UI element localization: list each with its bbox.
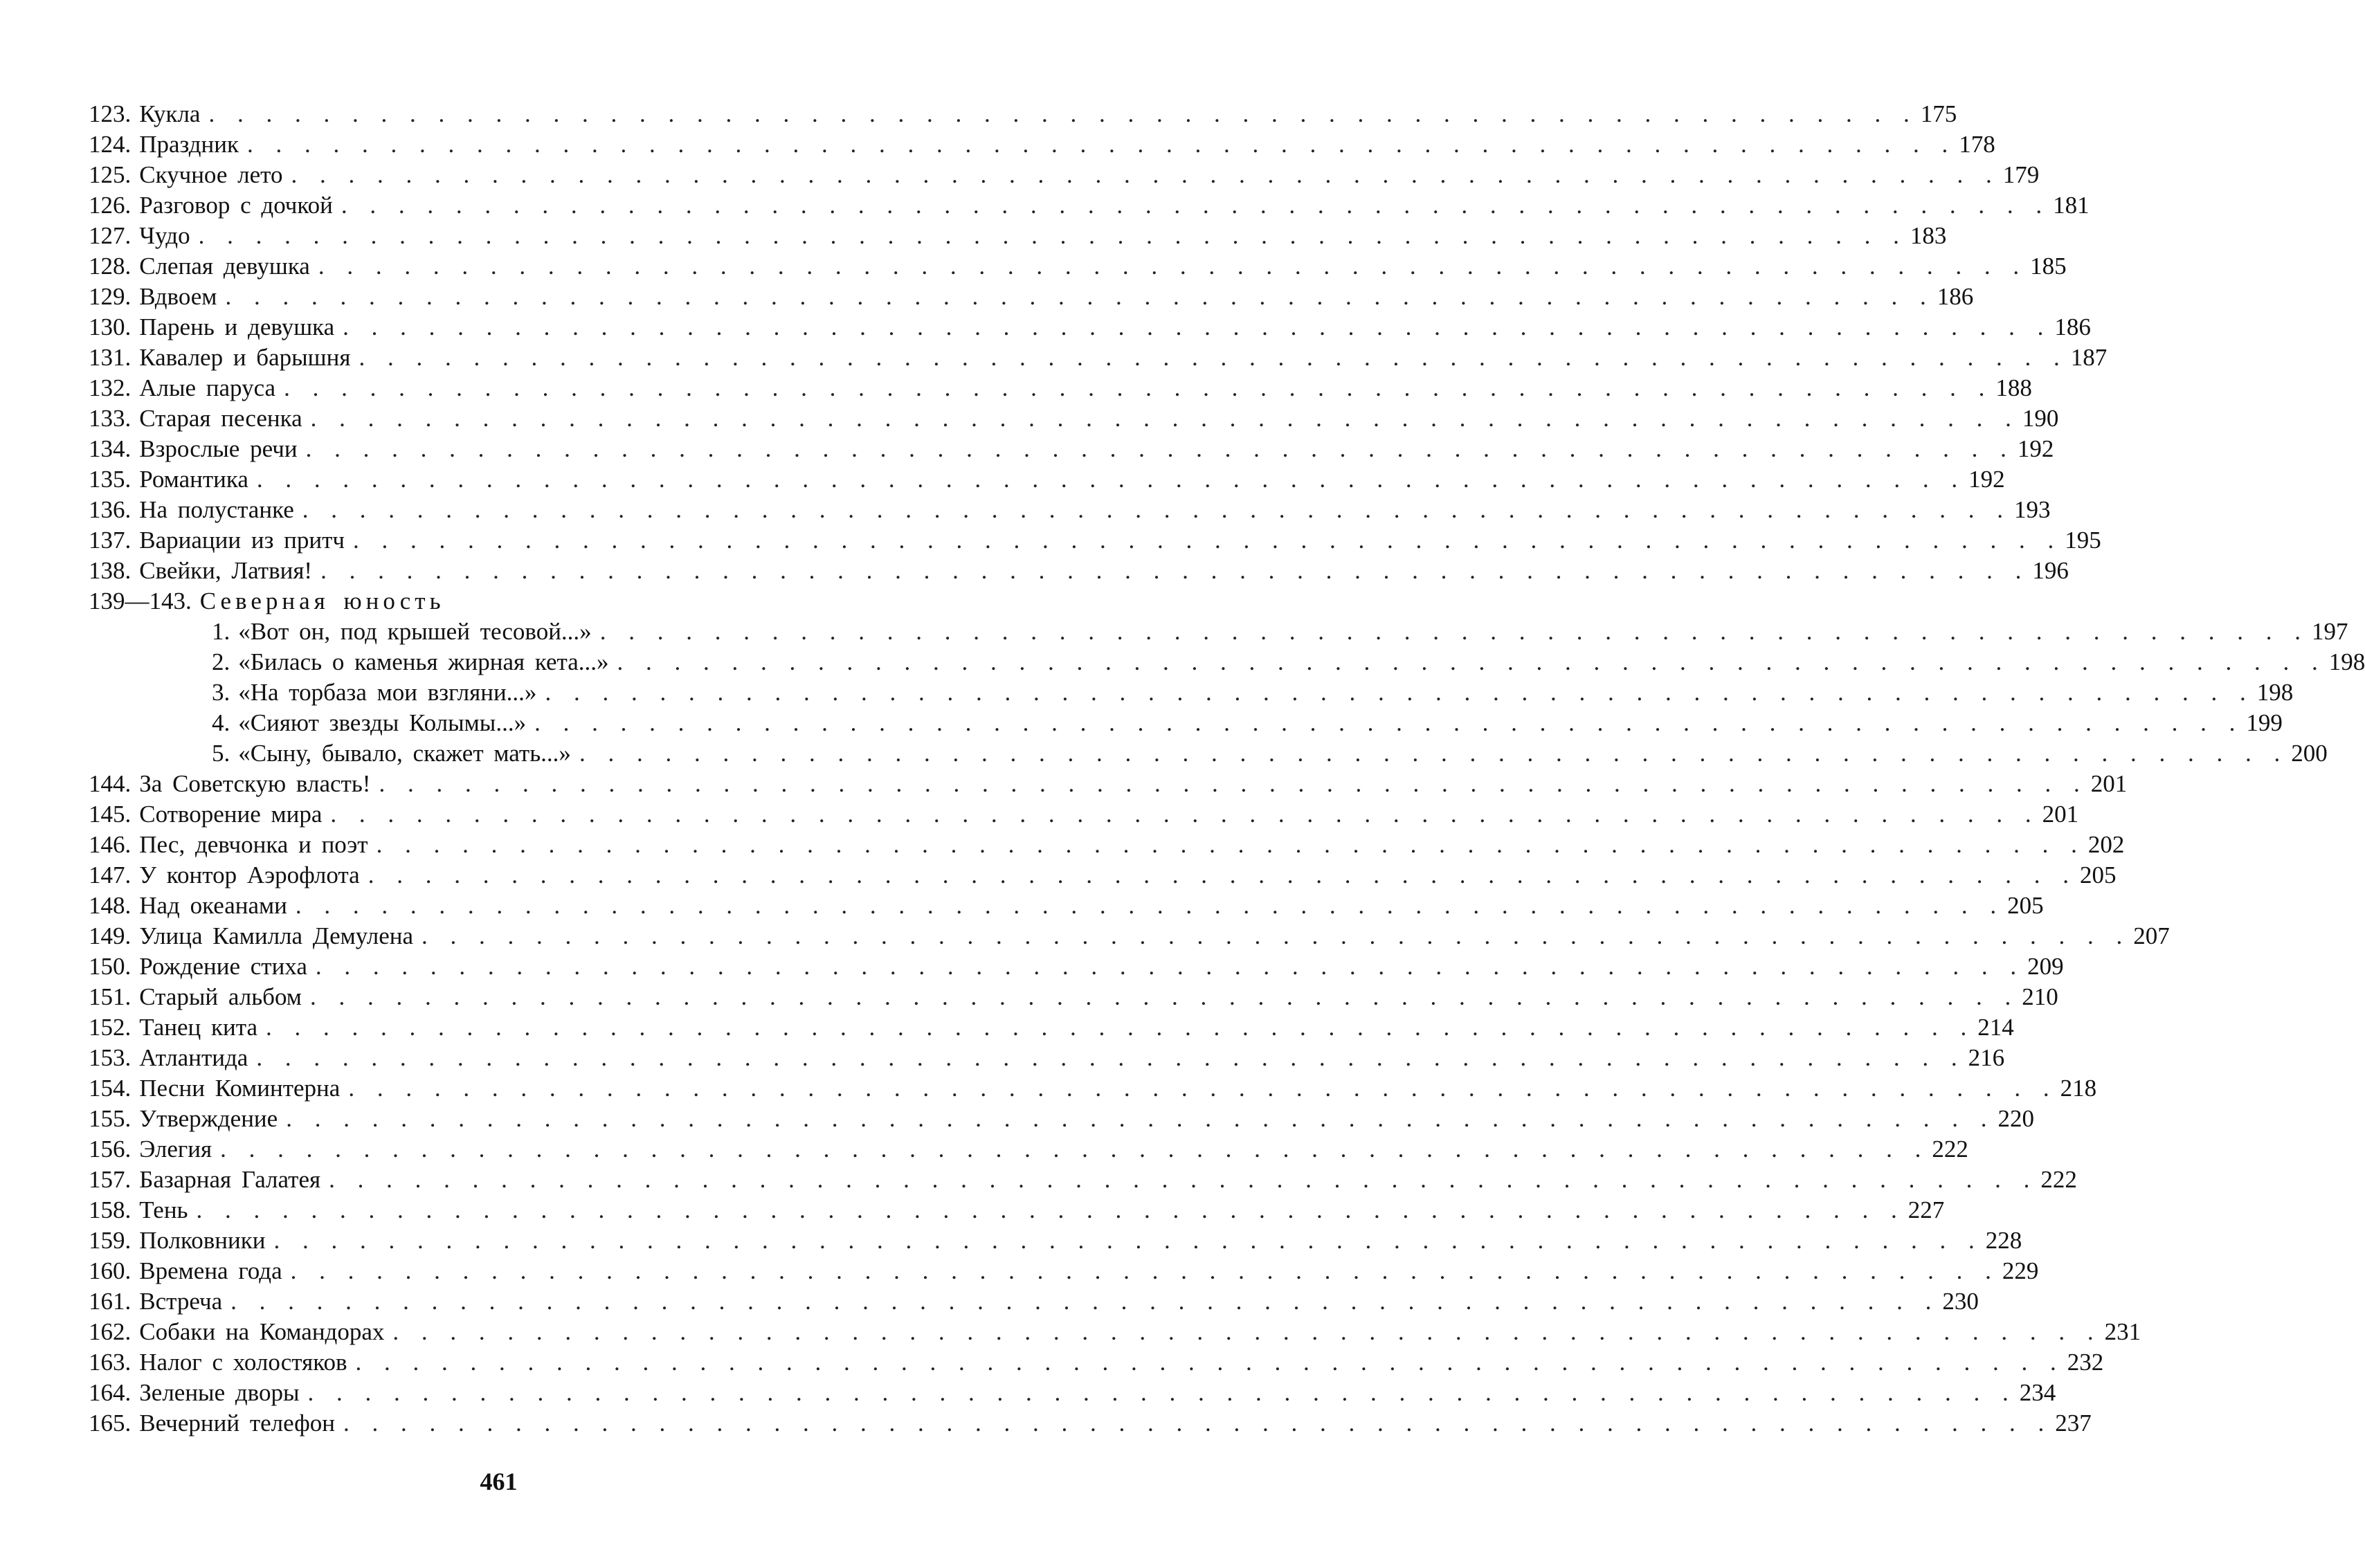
entry-page-number: 229	[2002, 1257, 2039, 1284]
entry-title: Кавалер и барышня	[139, 344, 351, 371]
entry-title: Песни Коминтерна	[139, 1075, 341, 1102]
toc-entry	[89, 464, 2005, 495]
dot-leader: . . . . . . . . . . . . . . . . . . . . . . . . . . . . . . . . . . . . . . . . . . . . . . . . . . . . . . . . . . . .	[230, 1288, 1940, 1315]
dot-leader: . . . . . . . . . . . . . . . . . . . . . . . . . . . . . . . . . . . . . . . . . . . . . . . . . . . . . . . . . . . .	[320, 557, 2030, 584]
toc-entry	[89, 1165, 2077, 1195]
entry-number: 125.	[89, 161, 132, 188]
dot-leader: . . . . . . . . . . . . . . . . . . . . . . . . . . . . . . . . . . . . . . . . . . . . . . . . . . . . . . . . . . . .	[284, 374, 1993, 401]
entry-page-number: 183	[1910, 222, 1947, 249]
entry-page-number: 198	[2256, 679, 2294, 706]
entry-title: Над океанами	[139, 892, 287, 919]
entry-title: Тень	[139, 1196, 188, 1223]
entry-page-number: 193	[2014, 496, 2051, 523]
entry-title: Полковники	[139, 1227, 266, 1254]
dot-leader: . . . . . . . . . . . . . . . . . . . . . . . . . . . . . . . . . . . . . . . . . . . . . . . . . . . . . . . . . . . .	[295, 892, 2005, 919]
entry-title: Парень и девушка	[139, 313, 335, 340]
entry-page-number: 187	[2070, 344, 2108, 371]
toc-entry	[89, 1134, 1968, 1165]
dot-leader: . . . . . . . . . . . . . . . . . . . . . . . . . . . . . . . . . . . . . . . . . . . . . . . . . . . . . . . . . . . .	[310, 405, 2020, 432]
entry-title: Слепая девушка	[139, 253, 310, 280]
entry-title: Старый альбом	[139, 983, 302, 1010]
entry-page-number: 200	[2291, 740, 2328, 767]
entry-title: Танец кита	[139, 1014, 258, 1041]
entry-page-number: 181	[2053, 192, 2090, 219]
dot-leader: . . . . . . . . . . . . . . . . . . . . . . . . . . . . . . . . . . . . . . . . . . . . . . . . . . . . . . . . . . . .	[599, 618, 2309, 645]
entry-number: 158.	[89, 1196, 132, 1223]
entry-page-number: 195	[2065, 527, 2101, 554]
entry-number: 135.	[89, 466, 132, 493]
entry-number: 131.	[89, 344, 132, 371]
entry-title: Пес, девчонка и поэт	[139, 831, 368, 858]
dot-leader: . . . . . . . . . . . . . . . . . . . . . . . . . . . . . . . . . . . . . . . . . . . . . . . . . . . . . . . . . . . .	[256, 466, 1966, 493]
toc-section-heading	[89, 586, 905, 617]
entry-number: 150.	[89, 953, 132, 980]
entry-number: 139—143.	[89, 587, 192, 614]
toc-entry	[89, 1378, 2056, 1408]
toc-entry	[89, 951, 2064, 982]
entry-title: Алые паруса	[139, 374, 276, 401]
entry-title: Улица Камилла Демулена	[139, 922, 414, 949]
entry-number: 151.	[89, 983, 132, 1010]
dot-leader: . . . . . . . . . . . . . . . . . . . . . . . . . . . . . . . . . . . . . . . . . . . . . . . . . . . . . . . . . . . .	[341, 192, 2051, 219]
entry-title: «Сияют звезды Колымы...»	[238, 709, 527, 736]
dot-leader: . . . . . . . . . . . . . . . . . . . . . . . . . . . . . . . . . . . . . . . . . . . . . . . . . . . . . . . . . . . .	[579, 740, 2289, 767]
entry-title: Разговор с дочкой	[139, 192, 333, 219]
toc-entry	[89, 1317, 2141, 1347]
entry-page-number: 179	[2002, 161, 2040, 188]
entry-title: Романтика	[139, 466, 248, 493]
toc-entry	[89, 129, 1995, 160]
toc-entry	[89, 830, 2125, 860]
entry-page-number: 207	[2133, 922, 2170, 949]
dot-leader: . . . . . . . . . . . . . . . . . . . . . . . . . . . . . . . . . . . . . . . . . . . . . . . . . . . . . . . . . . . .	[353, 527, 2063, 554]
dot-leader: . . . . . . . . . . . . . . . . . . . . . . . . . . . . . . . . . . . . . . . . . . . . . . . . . . . . . . . . . . . .	[196, 1196, 1905, 1223]
entry-number: 137.	[89, 527, 132, 554]
entry-title: «Вот он, под крышей тесовой...»	[238, 618, 592, 645]
entry-number: 159.	[89, 1227, 132, 1254]
entry-page-number: 210	[2022, 983, 2058, 1010]
dot-leader: . . . . . . . . . . . . . . . . . . . . . . . . . . . . . . . . . . . . . . . . . . . . . . . . . . . . . . . . . . . .	[256, 1044, 1966, 1071]
entry-page-number: 175	[1920, 100, 1957, 127]
entry-page-number: 231	[2104, 1318, 2141, 1345]
entry-number: 148.	[89, 892, 132, 919]
entry-number: 4.	[212, 709, 230, 736]
dot-leader: . . . . . . . . . . . . . . . . . . . . . . . . . . . . . . . . . . . . . . . . . . . . . . . . . . . . . . . . . . . .	[208, 100, 1918, 127]
entry-page-number: 218	[2060, 1075, 2097, 1102]
dot-leader: . . . . . . . . . . . . . . . . . . . . . . . . . . . . . . . . . . . . . . . . . . . . . . . . . . . . . . . . . . . .	[305, 435, 2015, 462]
entry-page-number: 186	[1937, 283, 1974, 310]
entry-number: 145.	[89, 801, 132, 828]
entry-title: У контор Аэрофлота	[139, 862, 360, 888]
entry-number: 5.	[212, 740, 230, 767]
toc-subentry	[89, 708, 2283, 738]
dot-leader: . . . . . . . . . . . . . . . . . . . . . . . . . . . . . . . . . . . . . . . . . . . . . . . . . . . . . . . . . . . .	[329, 1166, 2038, 1193]
entry-title: Времена года	[139, 1257, 282, 1284]
toc-subentry	[89, 738, 2328, 769]
entry-number: 154.	[89, 1075, 132, 1102]
toc-entry	[89, 312, 2091, 343]
entry-number: 127.	[89, 222, 132, 249]
dot-leader: . . . . . . . . . . . . . . . . . . . . . . . . . . . . . . . . . . . . . . . . . . . . . . . . . . . . . . . . . . . .	[545, 679, 2254, 706]
dot-leader: . . . . . . . . . . . . . . . . . . . . . . . . . . . . . . . . . . . . . . . . . . . . . . . . . . . . . . . . . . . .	[422, 922, 2131, 949]
dot-leader: . . . . . . . . . . . . . . . . . . . . . . . . . . . . . . . . . . . . . . . . . . . . . . . . . . . . . . . . . . . .	[330, 801, 2040, 828]
entry-title: «Билась о каменья жирная кета...»	[238, 648, 609, 675]
entry-number: 164.	[89, 1379, 132, 1406]
toc-subentry	[89, 677, 2294, 708]
entry-page-number: 186	[2054, 313, 2091, 340]
entry-title: На полустанке	[139, 496, 294, 523]
entry-title: Свейки, Латвия!	[139, 557, 313, 584]
entry-number: 153.	[89, 1044, 132, 1071]
entry-number: 136.	[89, 496, 132, 523]
entry-number: 130.	[89, 313, 132, 340]
entry-page-number: 192	[1968, 466, 2005, 493]
entry-page-number: 202	[2087, 831, 2125, 858]
entry-page-number: 232	[2067, 1349, 2104, 1376]
toc-entry	[89, 1195, 1945, 1225]
toc-entry	[89, 495, 2051, 525]
entry-page-number: 209	[2027, 953, 2064, 980]
dot-leader: . . . . . . . . . . . . . . . . . . . . . . . . . . . . . . . . . . . . . . . . . . . . . . . . . . . . . . . . . . . .	[315, 953, 2025, 980]
entry-number: 165.	[89, 1410, 132, 1437]
dot-leader: . . . . . . . . . . . . . . . . . . . . . . . . . . . . . . . . . . . . . . . . . . . . . . . . . . . . . . . . . . . .	[392, 1318, 2102, 1345]
entry-title: Атлантида	[139, 1044, 248, 1071]
dot-leader: . . . . . . . . . . . . . . . . . . . . . . . . . . . . . . . . . . . . . . . . . . . . . . . . . . . . . . . . . . . .	[220, 1136, 1930, 1163]
entry-page-number: 222	[2040, 1166, 2077, 1193]
entry-page-number: 230	[1942, 1288, 1979, 1315]
dot-leader: . . . . . . . . . . . . . . . . . . . . . . . . . . . . . . . . . . . . . . . . . . . . . . . . . . . . . . . . . . . .	[247, 131, 1957, 158]
toc-entry	[89, 99, 1957, 129]
entry-number: 160.	[89, 1257, 132, 1284]
entry-title: Утверждение	[139, 1105, 278, 1132]
toc-entry	[89, 1104, 2034, 1134]
page-number: 461	[480, 1468, 518, 1495]
toc-entry	[89, 251, 2067, 282]
entry-number: 134.	[89, 435, 132, 462]
entry-page-number: 228	[1985, 1227, 2022, 1254]
toc-entry	[89, 769, 2128, 799]
toc-entry	[89, 556, 2069, 586]
entry-title: Зеленые дворы	[139, 1379, 300, 1406]
entry-number: 1.	[212, 618, 230, 645]
entry-title: Собаки на Командорах	[139, 1318, 385, 1345]
toc-entry	[89, 1256, 2039, 1286]
entry-title: Чудо	[139, 222, 190, 249]
entry-title: Рождение стиха	[139, 953, 307, 980]
entry-title: Сотворение мира	[139, 801, 323, 828]
entry-title: Праздник	[139, 131, 239, 158]
dot-leader: . . . . . . . . . . . . . . . . . . . . . . . . . . . . . . . . . . . . . . . . . . . . . . . . . . . . . . . . . . . .	[225, 283, 1934, 310]
toc-entry	[89, 1286, 1979, 1317]
dot-leader: . . . . . . . . . . . . . . . . . . . . . . . . . . . . . . . . . . . . . . . . . . . . . . . . . . . . . . . . . . . .	[273, 1227, 1983, 1254]
entry-page-number: 220	[1997, 1105, 2034, 1132]
entry-title: Кукла	[139, 100, 201, 127]
entry-number: 161.	[89, 1288, 132, 1315]
table-of-contents	[89, 99, 2365, 1439]
dot-leader: . . . . . . . . . . . . . . . . . . . . . . . . . . . . . . . . . . . . . . . . . . . . . . . . . . . . . . . . . . . .	[307, 1379, 2017, 1406]
entry-number: 149.	[89, 922, 132, 949]
toc-entry	[89, 160, 2040, 190]
entry-title: Скучное лето	[139, 161, 283, 188]
dot-leader: . . . . . . . . . . . . . . . . . . . . . . . . . . . . . . . . . . . . . . . . . . . . . . . . . . . . . . . . . . . .	[376, 831, 2085, 858]
entry-number: 132.	[89, 374, 132, 401]
dot-leader: . . . . . . . . . . . . . . . . . . . . . . . . . . . . . . . . . . . . . . . . . . . . . . . . . . . . . . . . . . . .	[355, 1349, 2065, 1376]
entry-page-number: 201	[2042, 801, 2079, 828]
toc-entry	[89, 373, 2032, 403]
entry-number: 123.	[89, 100, 132, 127]
dot-leader: . . . . . . . . . . . . . . . . . . . . . . . . . . . . . . . . . . . . . . . . . . . . . . . . . . . . . . . . . . . .	[379, 770, 2088, 797]
entry-number: 2.	[212, 648, 230, 675]
entry-title: Встреча	[139, 1288, 223, 1315]
entry-page-number: 196	[2032, 557, 2069, 584]
entry-page-number: 188	[1995, 374, 2032, 401]
dot-leader: . . . . . . . . . . . . . . . . . . . . . . . . . . . . . . . . . . . . . . . . . . . . . . . . . . . . . . . . . . . .	[343, 313, 2052, 340]
dot-leader: . . . . . . . . . . . . . . . . . . . . . . . . . . . . . . . . . . . . . . . . . . . . . . . . . . . . . . . . . . . .	[266, 1014, 1975, 1041]
dot-leader: . . . . . . . . . . . . . . . . . . . . . . . . . . . . . . . . . . . . . . . . . . . . . . . . . . . . . . . . . . . .	[198, 222, 1908, 249]
toc-subentry	[89, 647, 2365, 677]
dot-leader: . . . . . . . . . . . . . . . . . . . . . . . . . . . . . . . . . . . . . . . . . . . . . . . . . . . . . . . . . . . .	[318, 253, 2028, 280]
entry-number: 152.	[89, 1014, 132, 1041]
entry-title: Вдвоем	[139, 283, 217, 310]
entry-page-number: 178	[1959, 131, 1995, 158]
toc-entry	[89, 403, 2059, 434]
entry-page-number: 237	[2055, 1410, 2092, 1437]
entry-number: 124.	[89, 131, 132, 158]
entry-page-number: 222	[1932, 1136, 1968, 1163]
toc-entry	[89, 1012, 2014, 1043]
entry-page-number: 201	[2090, 770, 2128, 797]
entry-title: «На торбаза мои взгляни...»	[238, 679, 537, 706]
entry-page-number: 197	[2311, 618, 2348, 645]
entry-title: Налог с холостяков	[139, 1349, 347, 1376]
entry-title: Старая песенка	[139, 405, 302, 432]
entry-title: Взрослые речи	[139, 435, 298, 462]
entry-number: 162.	[89, 1318, 132, 1345]
entry-number: 147.	[89, 862, 132, 888]
toc-entry	[89, 434, 2054, 464]
entry-number: 163.	[89, 1349, 132, 1376]
toc-subentry	[89, 617, 2348, 647]
entry-number: 129.	[89, 283, 132, 310]
entry-number: 126.	[89, 192, 132, 219]
entry-title: Вариации из притч	[139, 527, 345, 554]
entry-page-number: 227	[1908, 1196, 1945, 1223]
toc-entry	[89, 860, 2117, 891]
dot-leader: . . . . . . . . . . . . . . . . . . . . . . . . . . . . . . . . . . . . . . . . . . . . . . . . . . . . . . . . . . . .	[343, 1410, 2053, 1437]
dot-leader: . . . . . . . . . . . . . . . . . . . . . . . . . . . . . . . . . . . . . . . . . . . . . . . . . . . . . . . . . . . .	[617, 648, 2326, 675]
toc-entry	[89, 891, 2044, 921]
dot-leader: . . . . . . . . . . . . . . . . . . . . . . . . . . . . . . . . . . . . . . . . . . . . . . . . . . . . . . . . . . . .	[302, 496, 2011, 523]
toc-entry	[89, 921, 2170, 951]
dot-leader: . . . . . . . . . . . . . . . . . . . . . . . . . . . . . . . . . . . . . . . . . . . . . . . . . . . . . . . . . . . .	[290, 1257, 2000, 1284]
dot-leader: . . . . . . . . . . . . . . . . . . . . . . . . . . . . . . . . . . . . . . . . . . . . . . . . . . . . . . . . . . . .	[359, 344, 2068, 371]
entry-number: 156.	[89, 1136, 132, 1163]
entry-title: «Сыну, бывало, скажет мать...»	[238, 740, 571, 767]
entry-page-number: 198	[2328, 648, 2365, 675]
dot-leader: . . . . . . . . . . . . . . . . . . . . . . . . . . . . . . . . . . . . . . . . . . . . . . . . . . . . . . . . . . . .	[286, 1105, 1995, 1132]
toc-entry	[89, 1043, 2005, 1073]
toc-entry	[89, 1073, 2097, 1104]
entry-page-number: 205	[2079, 862, 2117, 888]
entry-page-number: 214	[1977, 1014, 2014, 1041]
dot-leader: . . . . . . . . . . . . . . . . . . . . . . . . . . . . . . . . . . . . . . . . . . . . . . . . . . . . . . . . . . . .	[309, 983, 2020, 1010]
entry-number: 146.	[89, 831, 132, 858]
toc-entry	[89, 190, 2090, 221]
dot-leader: . . . . . . . . . . . . . . . . . . . . . . . . . . . . . . . . . . . . . . . . . . . . . . . . . . . . . . . . . . . .	[368, 862, 2077, 888]
entry-title: Вечерний телефон	[139, 1410, 336, 1437]
entry-number: 138.	[89, 557, 132, 584]
entry-title: Элегия	[139, 1136, 212, 1163]
toc-entry	[89, 982, 2058, 1012]
entry-page-number: 190	[2022, 405, 2059, 432]
entry-page-number: 234	[2019, 1379, 2056, 1406]
toc-entry	[89, 1225, 2022, 1256]
entry-title: Базарная Галатея	[139, 1166, 321, 1193]
toc-entry	[89, 525, 2101, 556]
dot-leader: . . . . . . . . . . . . . . . . . . . . . . . . . . . . . . . . . . . . . . . . . . . . . . . . . . . . . . . . . . . .	[348, 1075, 2058, 1102]
toc-entry	[89, 1347, 2104, 1378]
entry-page-number: 216	[1968, 1044, 2005, 1071]
toc-entry	[89, 799, 2079, 830]
entry-number: 144.	[89, 770, 132, 797]
entry-page-number: 192	[2017, 435, 2054, 462]
toc-entry	[89, 221, 1947, 251]
toc-entry	[89, 343, 2108, 373]
entry-number: 3.	[212, 679, 230, 706]
dot-leader: . . . . . . . . . . . . . . . . . . . . . . . . . . . . . . . . . . . . . . . . . . . . . . . . . . . . . . . . . . . .	[534, 709, 2244, 736]
entry-number: 128.	[89, 253, 132, 280]
entry-page-number: 205	[2007, 892, 2044, 919]
entry-title: За Советскую власть!	[139, 770, 371, 797]
entry-number: 155.	[89, 1105, 132, 1132]
entry-page-number: 199	[2246, 709, 2283, 736]
toc-entry	[89, 1408, 2092, 1439]
toc-entry	[89, 282, 1974, 312]
entry-title: Северная юность	[199, 587, 445, 614]
entry-number: 133.	[89, 405, 132, 432]
entry-number: 157.	[89, 1166, 132, 1193]
dot-leader: . . . . . . . . . . . . . . . . . . . . . . . . . . . . . . . . . . . . . . . . . . . . . . . . . . . . . . . . . . . .	[291, 161, 2000, 188]
entry-page-number: 185	[2030, 253, 2067, 280]
